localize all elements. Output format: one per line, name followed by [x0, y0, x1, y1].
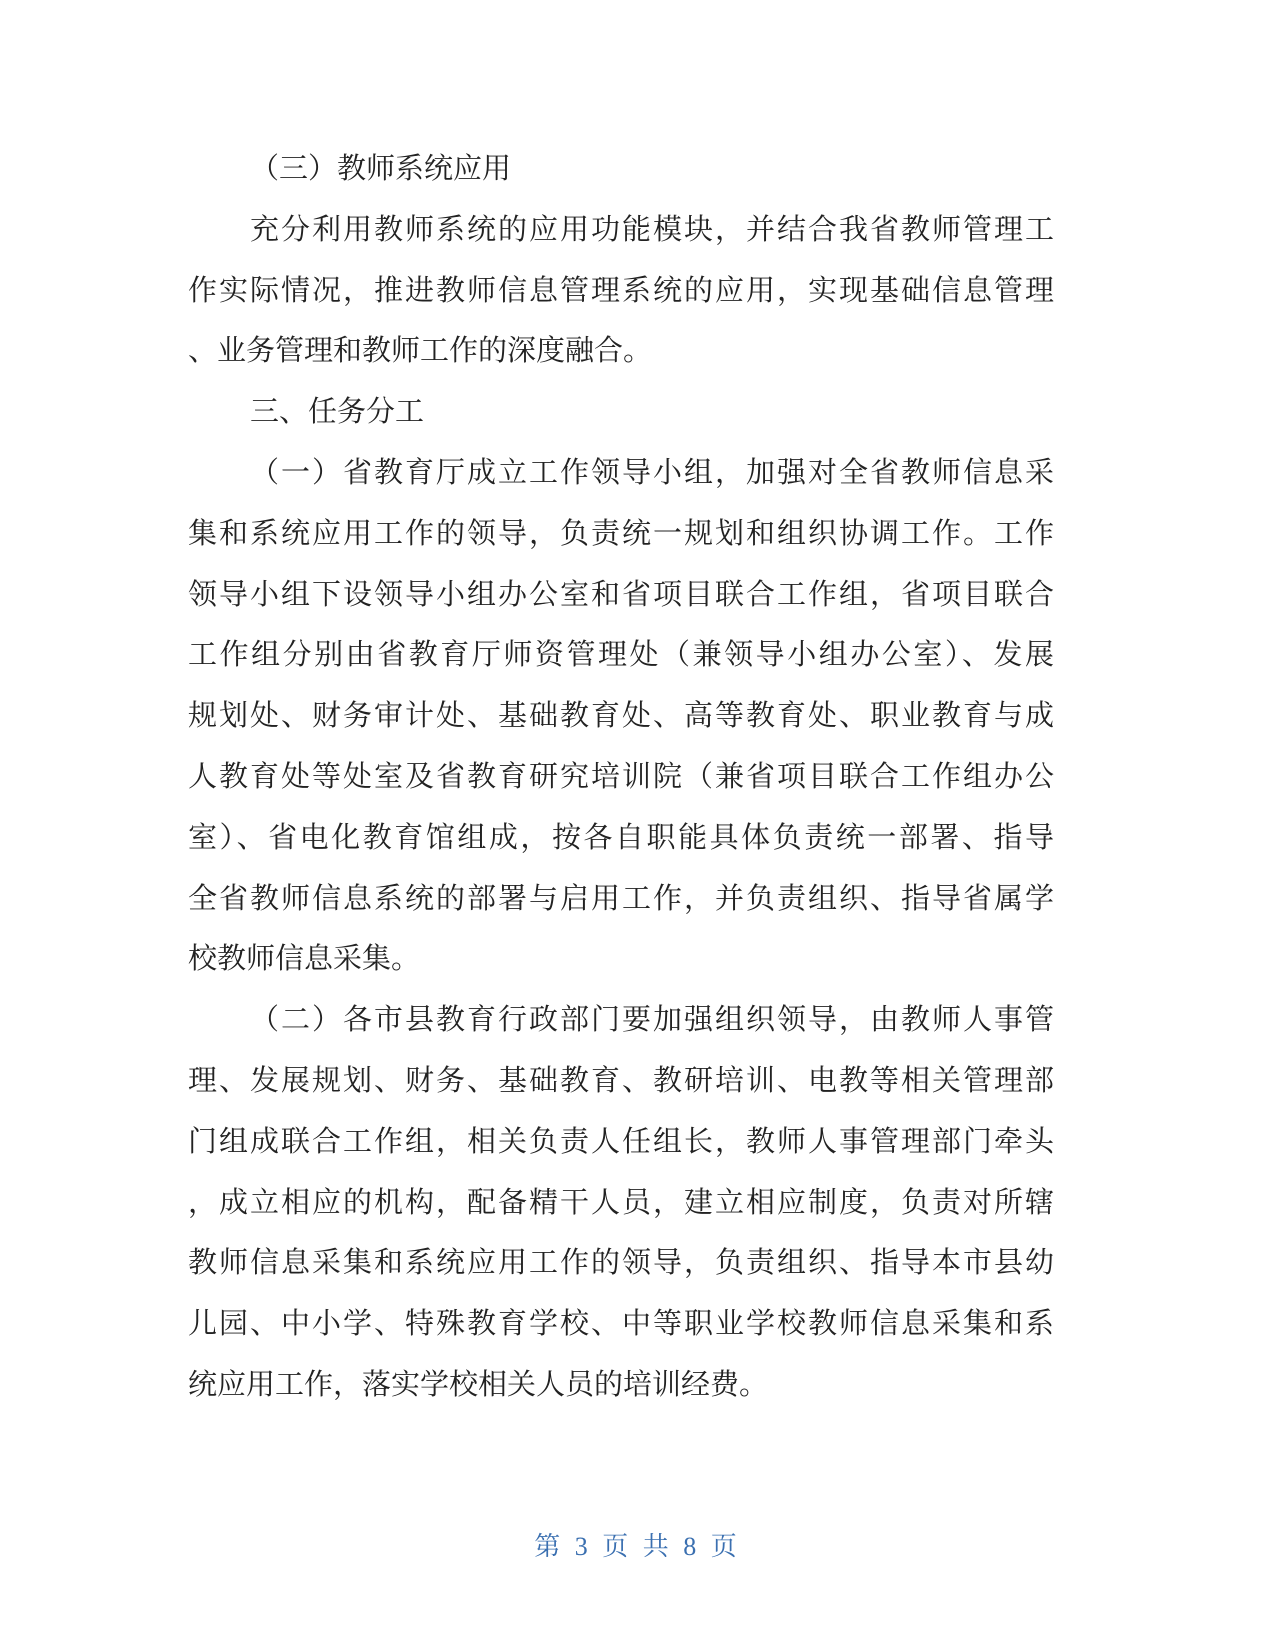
paragraph-line: 室）、省电化教育馆组成，按各自职能具体负责统一部署、指导	[188, 819, 1054, 854]
paragraph-line: ，成立相应的机构，配备精干人员，建立相应制度，负责对所辖	[188, 1184, 1054, 1219]
section-heading-teacher-system: （三）教师系统应用	[250, 151, 512, 185]
paragraph-line: 集和系统应用工作的领导，负责统一规划和组织协调工作。工作	[188, 515, 1054, 550]
paragraph-line: 校教师信息采集。	[188, 941, 421, 976]
paragraph-line: 领导小组下设领导小组办公室和省项目联合工作组，省项目联合	[188, 576, 1054, 611]
paragraph-line: 教师信息采集和系统应用工作的领导，负责组织、指导本市县幼	[188, 1245, 1054, 1280]
paragraph-line: 规划处、财务审计处、基础教育处、高等教育处、职业教育与成	[188, 698, 1054, 733]
paragraph-line: （一）省教育厅成立工作领导小组，加强对全省教师信息采	[250, 454, 1054, 489]
paragraph-line: 理、发展规划、财务、基础教育、教研培训、电教等相关管理部	[188, 1062, 1054, 1097]
paragraph-line: 门组成联合工作组，相关负责人任组长，教师人事管理部门牵头	[188, 1123, 1054, 1158]
page-number-footer: 第 3 页 共 8 页	[534, 1532, 741, 1561]
paragraph-line: 充分利用教师系统的应用功能模块，并结合我省教师管理工	[250, 211, 1054, 246]
paragraph-line: （二）各市县教育行政部门要加强组织领导，由教师人事管	[250, 1002, 1054, 1037]
paragraph-line: 儿园、中小学、特殊教育学校、中等职业学校教师信息采集和系	[188, 1306, 1054, 1341]
section-heading-task-division: 三、任务分工	[250, 394, 425, 429]
paragraph-line: 作实际情况，推进教师信息管理系统的应用，实现基础信息管理	[188, 272, 1054, 307]
paragraph-line: 、业务管理和教师工作的深度融合。	[188, 333, 653, 368]
document-body	[188, 138, 1054, 1415]
paragraph-line: 全省教师信息系统的部署与启用工作，并负责组织、指导省属学	[188, 880, 1054, 915]
paragraph-line: 统应用工作，落实学校相关人员的培训经费。	[188, 1366, 769, 1401]
paragraph-line: 人教育处等处室及省教育研究培训院（兼省项目联合工作组办公	[188, 758, 1054, 793]
paragraph-line: 工作组分别由省教育厅师资管理处（兼领导小组办公室）、发展	[188, 637, 1054, 672]
